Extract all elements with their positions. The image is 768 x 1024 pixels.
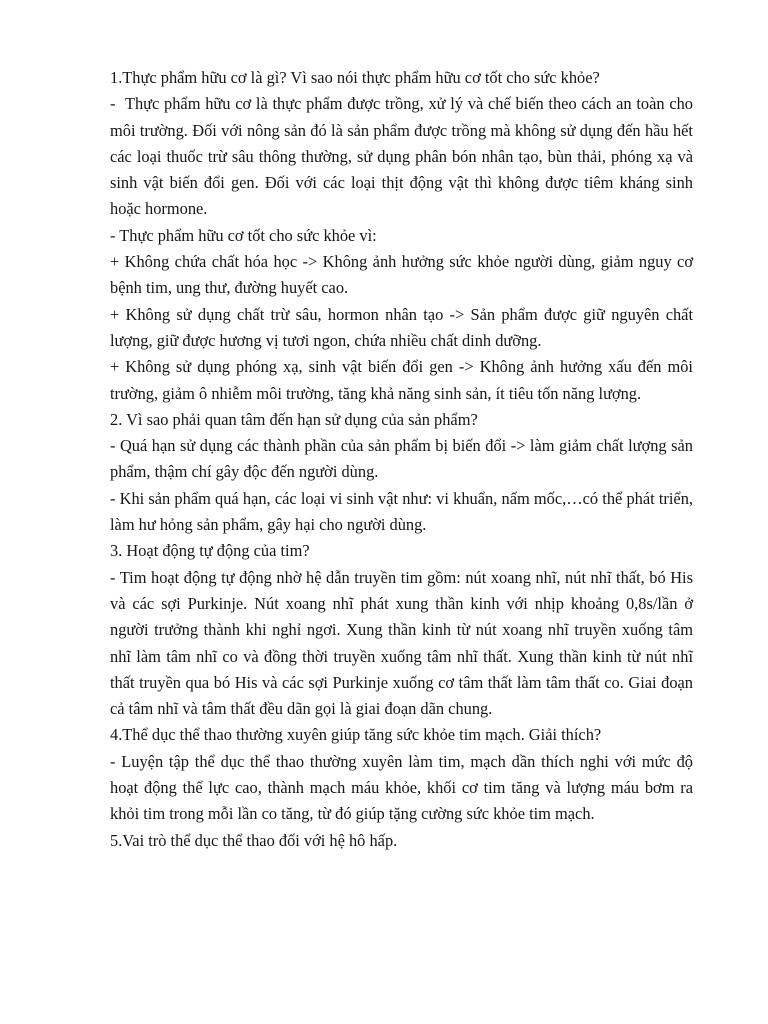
expiry-answer-2: - Khi sản phẩm quá hạn, các loại vi sinh vật như: vi khuẩn, nấm mốc,…có thể phát triển, làm hư hỏng sản phẩm, gây hại cho người dùng.	[110, 488, 693, 535]
question-2-heading: 2. Vì sao phải quan tâm đến hạn sử dụng của sản phẩm?	[110, 409, 478, 429]
expiry-answer-1: - Quá hạn sử dụng các thành phần của sản phẩm bị biến đổi -> làm giảm chất lượng sản phẩm, thậm chí gây độc đến người dùng.	[110, 436, 693, 482]
benefit-no-pesticides: + Không sử dụng chất trừ sâu, hormon nhân tạo -> Sản phẩm được giữ nguyên chất lượng, giữ được hương vị tươi ngon, chứa nhiều chất dinh dưỡng.	[110, 304, 693, 350]
exercise-heart-answer: - Luyện tập thể dục thể thao thường xuyên làm tim, mạch dần thích nghi với mức độ hoạt động thể lực cao, thành mạch máu khỏe, khối cơ tim tăng và lượng máu bơm ra khỏi tim trong mỗi lần co tăng, từ đó giúp tặng cường sức khỏe tim mạch.	[110, 751, 693, 824]
benefit-no-chemicals: + Không chứa chất hóa học -> Không ảnh hưởng sức khỏe người dùng, giảm nguy cơ bệnh tim, ung thư, đường huyết cao.	[110, 252, 693, 298]
organic-food-benefits-intro: - Thực phẩm hữu cơ tốt cho sức khỏe vì:	[110, 225, 377, 245]
question-4-heading: 4.Thể dục thể thao thường xuyên giúp tăng sức khỏe tim mạch. Giải thích?	[110, 725, 602, 745]
question-5-heading: 5.Vai trò thể dục thể thao đối với hệ hô hấp.	[110, 830, 398, 850]
question-1-heading: 1.Thực phẩm hữu cơ là gì? Vì sao nói thực phẩm hữu cơ tốt cho sức khỏe?	[110, 68, 600, 87]
heart-automaticity-answer: - Tim hoạt động tự động nhờ hệ dẫn truyền tim gồm: nút xoang nhĩ, nút nhĩ thất, bó His và các sợi Purkinje. Nút xoang nhĩ phát xung thần kinh với nhịp khoảng 0,8s/lần ở người trưởng thành khi nghỉ ngơi. Xung thần kinh từ nút xoang nhĩ truyền xuống tâm nhĩ làm tâm nhĩ co và đồng thời truyền xuống tâm nhĩ thất. Xung thần kinh từ nút nhĩ thất truyền qua bó His và các sợi Purkinje xuống cơ tâm thất làm tâm thất co. Giai đoạn cả tâm nhĩ và tâm thất đều dãn gọi là giai đoạn dãn chung.	[110, 567, 693, 719]
benefit-no-radiation-gmo: + Không sử dụng phóng xạ, sinh vật biến đổi gen -> Không ảnh hưởng xấu đến môi trường, giảm ô nhiễm môi trường, tăng khả năng sinh sản, ít tiêu tốn năng lượng.	[110, 357, 693, 403]
organic-food-definition: - Thực phẩm hữu cơ là thực phẩm được trồng, xử lý và chế biến theo cách an toàn cho môi trường. Đối với nông sản đó là sản phẩm được trồng mà không sử dụng đến hầu hết các loại thuốc trừ sâu thông thường, sử dụng phân bón nhân tạo, bùn thải, phóng xạ và sinh vật biến đổi gen. Đối với các loại thịt động vật thì không được tiêm kháng sinh hoặc hormone.	[110, 94, 693, 219]
question-3-heading: 3. Hoạt động tự động của tim?	[110, 541, 310, 561]
document-page	[110, 65, 693, 854]
